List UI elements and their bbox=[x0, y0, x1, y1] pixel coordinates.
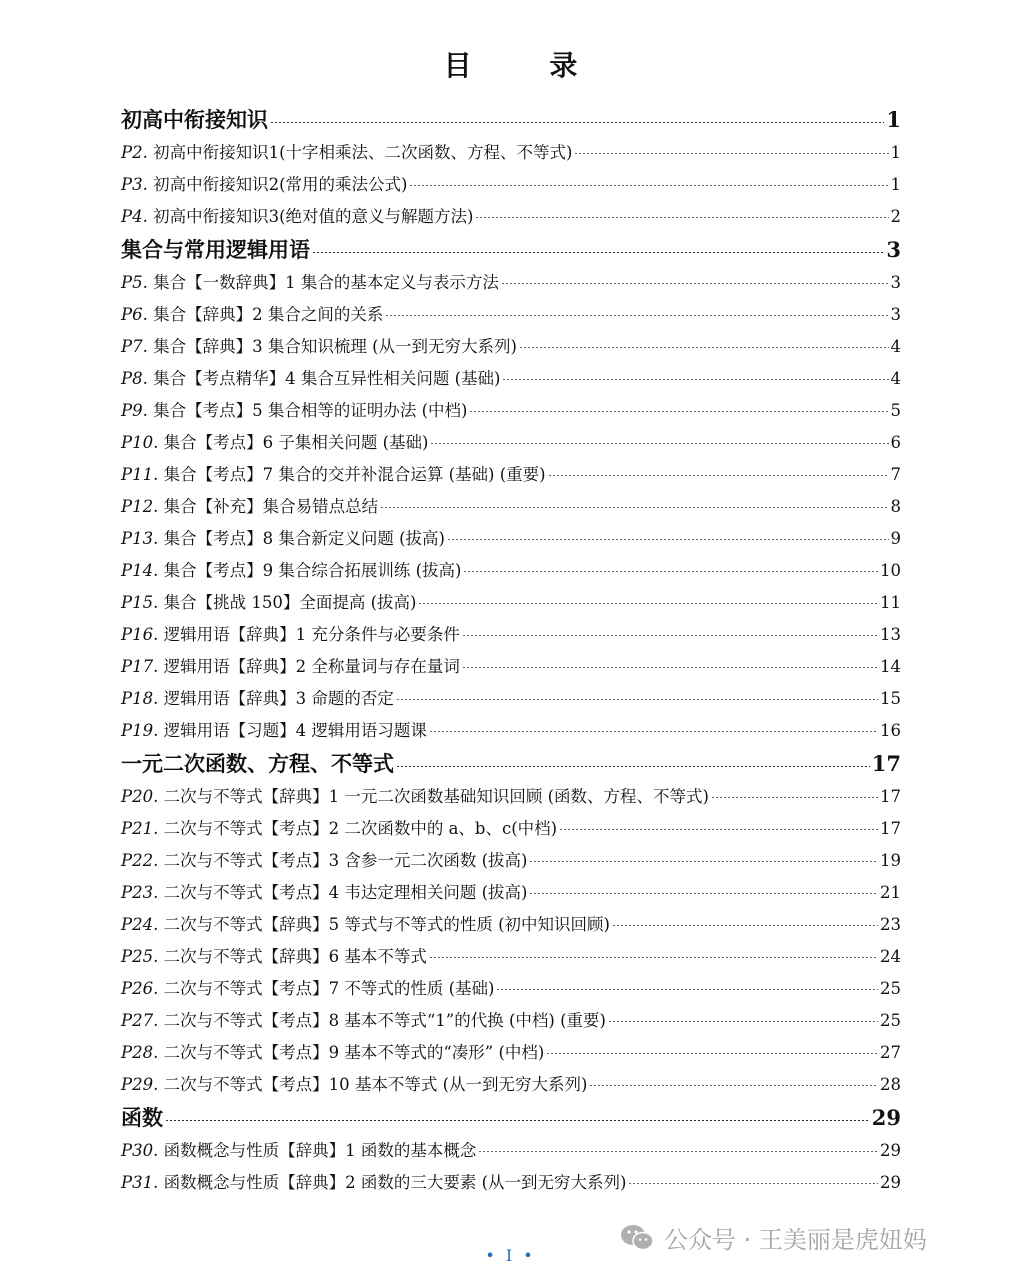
leader-dots bbox=[608, 1021, 878, 1022]
toc-entry-title: . 逻辑用语【辞典】2 全称量词与存在量词 bbox=[153, 657, 460, 676]
toc-entry-title: . 逻辑用语【辞典】1 充分条件与必要条件 bbox=[153, 625, 460, 644]
leader-dots bbox=[429, 731, 878, 732]
toc-entry-row[interactable] bbox=[121, 587, 901, 619]
toc-entry-page: 6 bbox=[890, 433, 901, 452]
toc-entry-page-ref: P2 bbox=[121, 143, 143, 162]
toc-entry-label bbox=[121, 877, 527, 909]
toc-entry-title: . 集合【考点】8 集合新定义问题 (拔高) bbox=[153, 529, 445, 548]
toc-entry-label bbox=[121, 619, 460, 651]
toc-entry-label bbox=[121, 137, 572, 169]
leader-dots bbox=[430, 443, 888, 444]
toc-entry-page-ref: P23 bbox=[121, 883, 154, 902]
toc-entry-label bbox=[121, 587, 416, 619]
toc-entry-row[interactable] bbox=[121, 909, 901, 941]
leader-dots bbox=[478, 1151, 878, 1152]
toc-section-label: 函数 bbox=[121, 1105, 163, 1130]
toc-entry-title: . 二次与不等式【考点】8 基本不等式“1”的代换 (中档) (重要) bbox=[153, 1011, 606, 1030]
toc-entry-page-ref: P6 bbox=[121, 305, 143, 324]
toc-entry-row[interactable] bbox=[121, 941, 901, 973]
toc-entry-page: 9 bbox=[890, 529, 901, 548]
toc-entry-label bbox=[121, 363, 500, 395]
toc-entry-row[interactable] bbox=[121, 555, 901, 587]
toc-entry-page-ref: P12 bbox=[121, 497, 154, 516]
leader-dots bbox=[429, 957, 878, 958]
toc-entry-page-ref: P25 bbox=[121, 947, 154, 966]
toc-entry-row[interactable] bbox=[121, 395, 901, 427]
toc-entry-page: 24 bbox=[880, 947, 901, 966]
toc-entry-row[interactable] bbox=[121, 299, 901, 331]
toc-section-page: 3 bbox=[886, 237, 901, 262]
toc-entry-label bbox=[121, 395, 467, 427]
toc-entry-title: . 逻辑用语【辞典】3 命题的否定 bbox=[153, 689, 394, 708]
toc-entry-page: 25 bbox=[880, 979, 901, 998]
toc-entry-label bbox=[121, 845, 527, 877]
toc-entry-row[interactable] bbox=[121, 1069, 901, 1101]
toc-entry-label bbox=[121, 1037, 544, 1069]
toc-entry-label bbox=[121, 781, 709, 813]
toc-entry-page: 5 bbox=[890, 401, 901, 420]
toc-section-row[interactable] bbox=[121, 1101, 901, 1135]
leader-dots bbox=[628, 1183, 878, 1184]
toc-entry-label bbox=[121, 299, 383, 331]
leader-dots bbox=[711, 797, 878, 798]
toc-section-page: 1 bbox=[886, 107, 901, 132]
toc-entry-title: . 函数概念与性质【辞典】2 函数的三大要素 (从一到无穷大系列) bbox=[153, 1173, 627, 1192]
toc-entry-page-ref: P14 bbox=[121, 561, 154, 580]
toc-entry-page-ref: P24 bbox=[121, 915, 154, 934]
toc-entry-title: . 二次与不等式【考点】10 基本不等式 (从一到无穷大系列) bbox=[153, 1075, 588, 1094]
toc-entry-title: . 二次与不等式【辞典】1 一元二次函数基础知识回顾 (函数、方程、不等式) bbox=[153, 787, 709, 806]
toc-entry-row[interactable] bbox=[121, 1135, 901, 1167]
toc-entry-page: 19 bbox=[880, 851, 901, 870]
leader-dots bbox=[418, 603, 878, 604]
toc-entry-label bbox=[121, 909, 610, 941]
toc-entry-row[interactable] bbox=[121, 201, 901, 233]
toc-entry-page: 23 bbox=[880, 915, 901, 934]
toc-entry-page-ref: P31 bbox=[121, 1173, 154, 1192]
leader-dots bbox=[312, 252, 884, 253]
leader-dots bbox=[496, 989, 878, 990]
toc-entry-page: 25 bbox=[880, 1011, 901, 1030]
toc-entry-page-ref: P5 bbox=[121, 273, 143, 292]
toc-entry-label bbox=[121, 555, 461, 587]
toc-entry-page: 21 bbox=[880, 883, 901, 902]
toc-section-row[interactable] bbox=[121, 747, 901, 781]
toc-entry-title: . 二次与不等式【考点】7 不等式的性质 (基础) bbox=[153, 979, 495, 998]
toc-entry-row[interactable] bbox=[121, 651, 901, 683]
toc-entry-page: 13 bbox=[880, 625, 901, 644]
toc-entry-page-ref: P17 bbox=[121, 657, 154, 676]
toc-entry-label bbox=[121, 1005, 606, 1037]
toc-entry-row[interactable] bbox=[121, 845, 901, 877]
toc-entry-title: . 集合【挑战 150】全面提高 (拔高) bbox=[153, 593, 417, 612]
toc-entry-row[interactable] bbox=[121, 683, 901, 715]
leader-dots bbox=[546, 1053, 878, 1054]
toc-entry-page-ref: P20 bbox=[121, 787, 154, 806]
toc-entry-row[interactable] bbox=[121, 1167, 901, 1199]
toc-entry-page: 2 bbox=[890, 207, 901, 226]
leader-dots bbox=[502, 379, 888, 380]
toc-entry-page: 15 bbox=[880, 689, 901, 708]
leader-dots bbox=[409, 185, 888, 186]
toc-entry-title: . 集合【补充】集合易错点总结 bbox=[153, 497, 379, 516]
toc-entry-row[interactable] bbox=[121, 1005, 901, 1037]
leader-dots bbox=[396, 699, 878, 700]
toc-entry-page: 1 bbox=[890, 143, 901, 162]
toc-entry-title: . 集合【考点】6 子集相关问题 (基础) bbox=[153, 433, 429, 452]
toc-entry-title: . 初高中衔接知识3(绝对值的意义与解题方法) bbox=[142, 207, 474, 226]
leader-dots bbox=[529, 861, 878, 862]
toc-entry-page: 28 bbox=[880, 1075, 901, 1094]
leader-dots bbox=[396, 766, 870, 767]
toc-section-label: 一元二次函数、方程、不等式 bbox=[121, 751, 394, 776]
leader-dots bbox=[529, 893, 878, 894]
toc-entry-page: 3 bbox=[890, 305, 901, 324]
toc-entry-title: . 逻辑用语【习题】4 逻辑用语习题课 bbox=[153, 721, 427, 740]
toc-entry-label bbox=[121, 973, 494, 1005]
toc-section-page: 17 bbox=[871, 751, 901, 776]
toc-entry-label bbox=[121, 651, 460, 683]
toc-entry-title: . 集合【一数辞典】1 集合的基本定义与表示方法 bbox=[142, 273, 499, 292]
toc-entry-title: . 初高中衔接知识2(常用的乘法公式) bbox=[142, 175, 408, 194]
leader-dots bbox=[462, 635, 878, 636]
page-title: 目 录 bbox=[443, 49, 612, 82]
toc-entry-page-ref: P30 bbox=[121, 1141, 154, 1160]
toc-entry-title: . 二次与不等式【考点】4 韦达定理相关问题 (拔高) bbox=[153, 883, 528, 902]
toc-entry-page: 8 bbox=[890, 497, 901, 516]
toc-entry-page: 4 bbox=[890, 337, 901, 356]
toc-entry-page: 29 bbox=[880, 1141, 901, 1160]
leader-dots bbox=[519, 347, 889, 348]
toc-entry-page-ref: P7 bbox=[121, 337, 143, 356]
toc-entry-title: . 集合【考点精华】4 集合互异性相关问题 (基础) bbox=[142, 369, 501, 388]
toc-entry-label bbox=[121, 1135, 476, 1167]
toc-entry-row[interactable] bbox=[121, 491, 901, 523]
toc-entry-title: . 二次与不等式【考点】2 二次函数中的 a、b、c(中档) bbox=[153, 819, 558, 838]
leader-dots bbox=[463, 571, 878, 572]
toc-entry-row[interactable] bbox=[121, 169, 901, 201]
page-number-footer: • I • bbox=[485, 1246, 536, 1265]
toc-entry-title: . 二次与不等式【辞典】6 基本不等式 bbox=[153, 947, 427, 966]
toc-entry-page-ref: P13 bbox=[121, 529, 154, 548]
toc-entry-label bbox=[121, 201, 473, 233]
toc-entry-page-ref: P11 bbox=[121, 465, 154, 484]
toc-entry-title: . 二次与不等式【考点】3 含参一元二次函数 (拔高) bbox=[153, 851, 528, 870]
leader-dots bbox=[612, 925, 878, 926]
toc-entry-label bbox=[121, 427, 428, 459]
toc-entry-label bbox=[121, 1069, 587, 1101]
toc-entry-title: . 集合【辞典】2 集合之间的关系 bbox=[142, 305, 384, 324]
toc-entry-label bbox=[121, 169, 407, 201]
toc-entry-row[interactable] bbox=[121, 523, 901, 555]
watermark-text: 公众号 · 王美丽是虎妞妈 bbox=[664, 1226, 927, 1254]
toc-entry-label bbox=[121, 715, 427, 747]
toc-entry-page: 17 bbox=[880, 787, 901, 806]
toc-entry-row[interactable] bbox=[121, 137, 901, 169]
toc-entry-page: 4 bbox=[890, 369, 901, 388]
leader-dots bbox=[462, 667, 878, 668]
leader-dots bbox=[447, 539, 889, 540]
toc-entry-label bbox=[121, 267, 499, 299]
toc-section-row[interactable] bbox=[121, 103, 901, 137]
leader-dots bbox=[574, 153, 888, 154]
leader-dots bbox=[165, 1120, 870, 1121]
toc-entry-page-ref: P22 bbox=[121, 851, 154, 870]
toc-entry-page: 11 bbox=[880, 593, 901, 612]
toc-section-row[interactable] bbox=[121, 233, 901, 267]
toc-entry-row[interactable] bbox=[121, 619, 901, 651]
leader-dots bbox=[559, 829, 878, 830]
toc-entry-page: 7 bbox=[890, 465, 901, 484]
toc-section-label: 初高中衔接知识 bbox=[121, 107, 268, 132]
toc-entry-page: 10 bbox=[880, 561, 901, 580]
toc-entry-title: . 集合【辞典】3 集合知识梳理 (从一到无穷大系列) bbox=[142, 337, 517, 356]
toc-entry-label bbox=[121, 683, 394, 715]
toc-entry-page: 29 bbox=[880, 1173, 901, 1192]
toc-entry-title: . 集合【考点】9 集合综合拓展训练 (拔高) bbox=[153, 561, 462, 580]
toc-entry-page-ref: P26 bbox=[121, 979, 154, 998]
toc-entry-label bbox=[121, 1167, 626, 1199]
toc-entry-page-ref: P4 bbox=[121, 207, 143, 226]
toc-entry-row[interactable] bbox=[121, 877, 901, 909]
leader-dots bbox=[270, 122, 884, 123]
toc-entry-title: . 二次与不等式【辞典】5 等式与不等式的性质 (初中知识回顾) bbox=[153, 915, 610, 934]
toc-entry-title: . 集合【考点】5 集合相等的证明办法 (中档) bbox=[142, 401, 468, 420]
toc-entry-page: 14 bbox=[880, 657, 901, 676]
leader-dots bbox=[548, 475, 889, 476]
toc-entry-page-ref: P29 bbox=[121, 1075, 154, 1094]
toc-entry-row[interactable] bbox=[121, 459, 901, 491]
toc-entry-page: 1 bbox=[890, 175, 901, 194]
toc-entry-row[interactable] bbox=[121, 363, 901, 395]
toc-section-label: 集合与常用逻辑用语 bbox=[121, 237, 310, 262]
toc-entry-page-ref: P27 bbox=[121, 1011, 154, 1030]
toc-entry-row[interactable] bbox=[121, 1037, 901, 1069]
toc-entry-page-ref: P16 bbox=[121, 625, 154, 644]
toc-entry-page: 3 bbox=[890, 273, 901, 292]
toc-entry-row[interactable] bbox=[121, 427, 901, 459]
toc-entry-title: . 集合【考点】7 集合的交并补混合运算 (基础) (重要) bbox=[153, 465, 546, 484]
toc-entry-page-ref: P28 bbox=[121, 1043, 154, 1062]
toc-entry-page-ref: P8 bbox=[121, 369, 143, 388]
leader-dots bbox=[469, 411, 888, 412]
leader-dots bbox=[475, 217, 888, 218]
toc-entry-page: 17 bbox=[880, 819, 901, 838]
toc-entry-row[interactable] bbox=[121, 973, 901, 1005]
toc-entry-page-ref: P9 bbox=[121, 401, 143, 420]
toc-entry-page-ref: P18 bbox=[121, 689, 154, 708]
toc-entry-label bbox=[121, 331, 517, 363]
leader-dots bbox=[589, 1085, 878, 1086]
toc-entry-page: 16 bbox=[880, 721, 901, 740]
leader-dots bbox=[501, 283, 889, 284]
toc-entry-page: 27 bbox=[880, 1043, 901, 1062]
toc-entry-row[interactable] bbox=[121, 813, 901, 845]
toc-entry-row[interactable] bbox=[121, 781, 901, 813]
toc-entry-row[interactable] bbox=[121, 331, 901, 363]
toc-entry-row[interactable] bbox=[121, 715, 901, 747]
toc-entry-title: . 二次与不等式【考点】9 基本不等式的“凑形” (中档) bbox=[153, 1043, 545, 1062]
toc-entry-title: . 函数概念与性质【辞典】1 函数的基本概念 bbox=[153, 1141, 477, 1160]
toc-entry-label bbox=[121, 813, 557, 845]
toc-section-page: 29 bbox=[871, 1105, 901, 1130]
toc-entry-label bbox=[121, 523, 445, 555]
toc-entry-page-ref: P21 bbox=[121, 819, 154, 838]
table-of-contents bbox=[121, 103, 901, 1199]
toc-entry-label bbox=[121, 941, 427, 973]
toc-entry-row[interactable] bbox=[121, 267, 901, 299]
leader-dots bbox=[380, 507, 888, 508]
toc-entry-title: . 初高中衔接知识1(十字相乘法、二次函数、方程、不等式) bbox=[142, 143, 573, 162]
toc-entry-page-ref: P10 bbox=[121, 433, 154, 452]
leader-dots bbox=[385, 315, 888, 316]
toc-entry-label bbox=[121, 459, 546, 491]
toc-entry-page-ref: P19 bbox=[121, 721, 154, 740]
toc-entry-page-ref: P15 bbox=[121, 593, 154, 612]
toc-entry-label bbox=[121, 491, 378, 523]
toc-entry-page-ref: P3 bbox=[121, 175, 143, 194]
